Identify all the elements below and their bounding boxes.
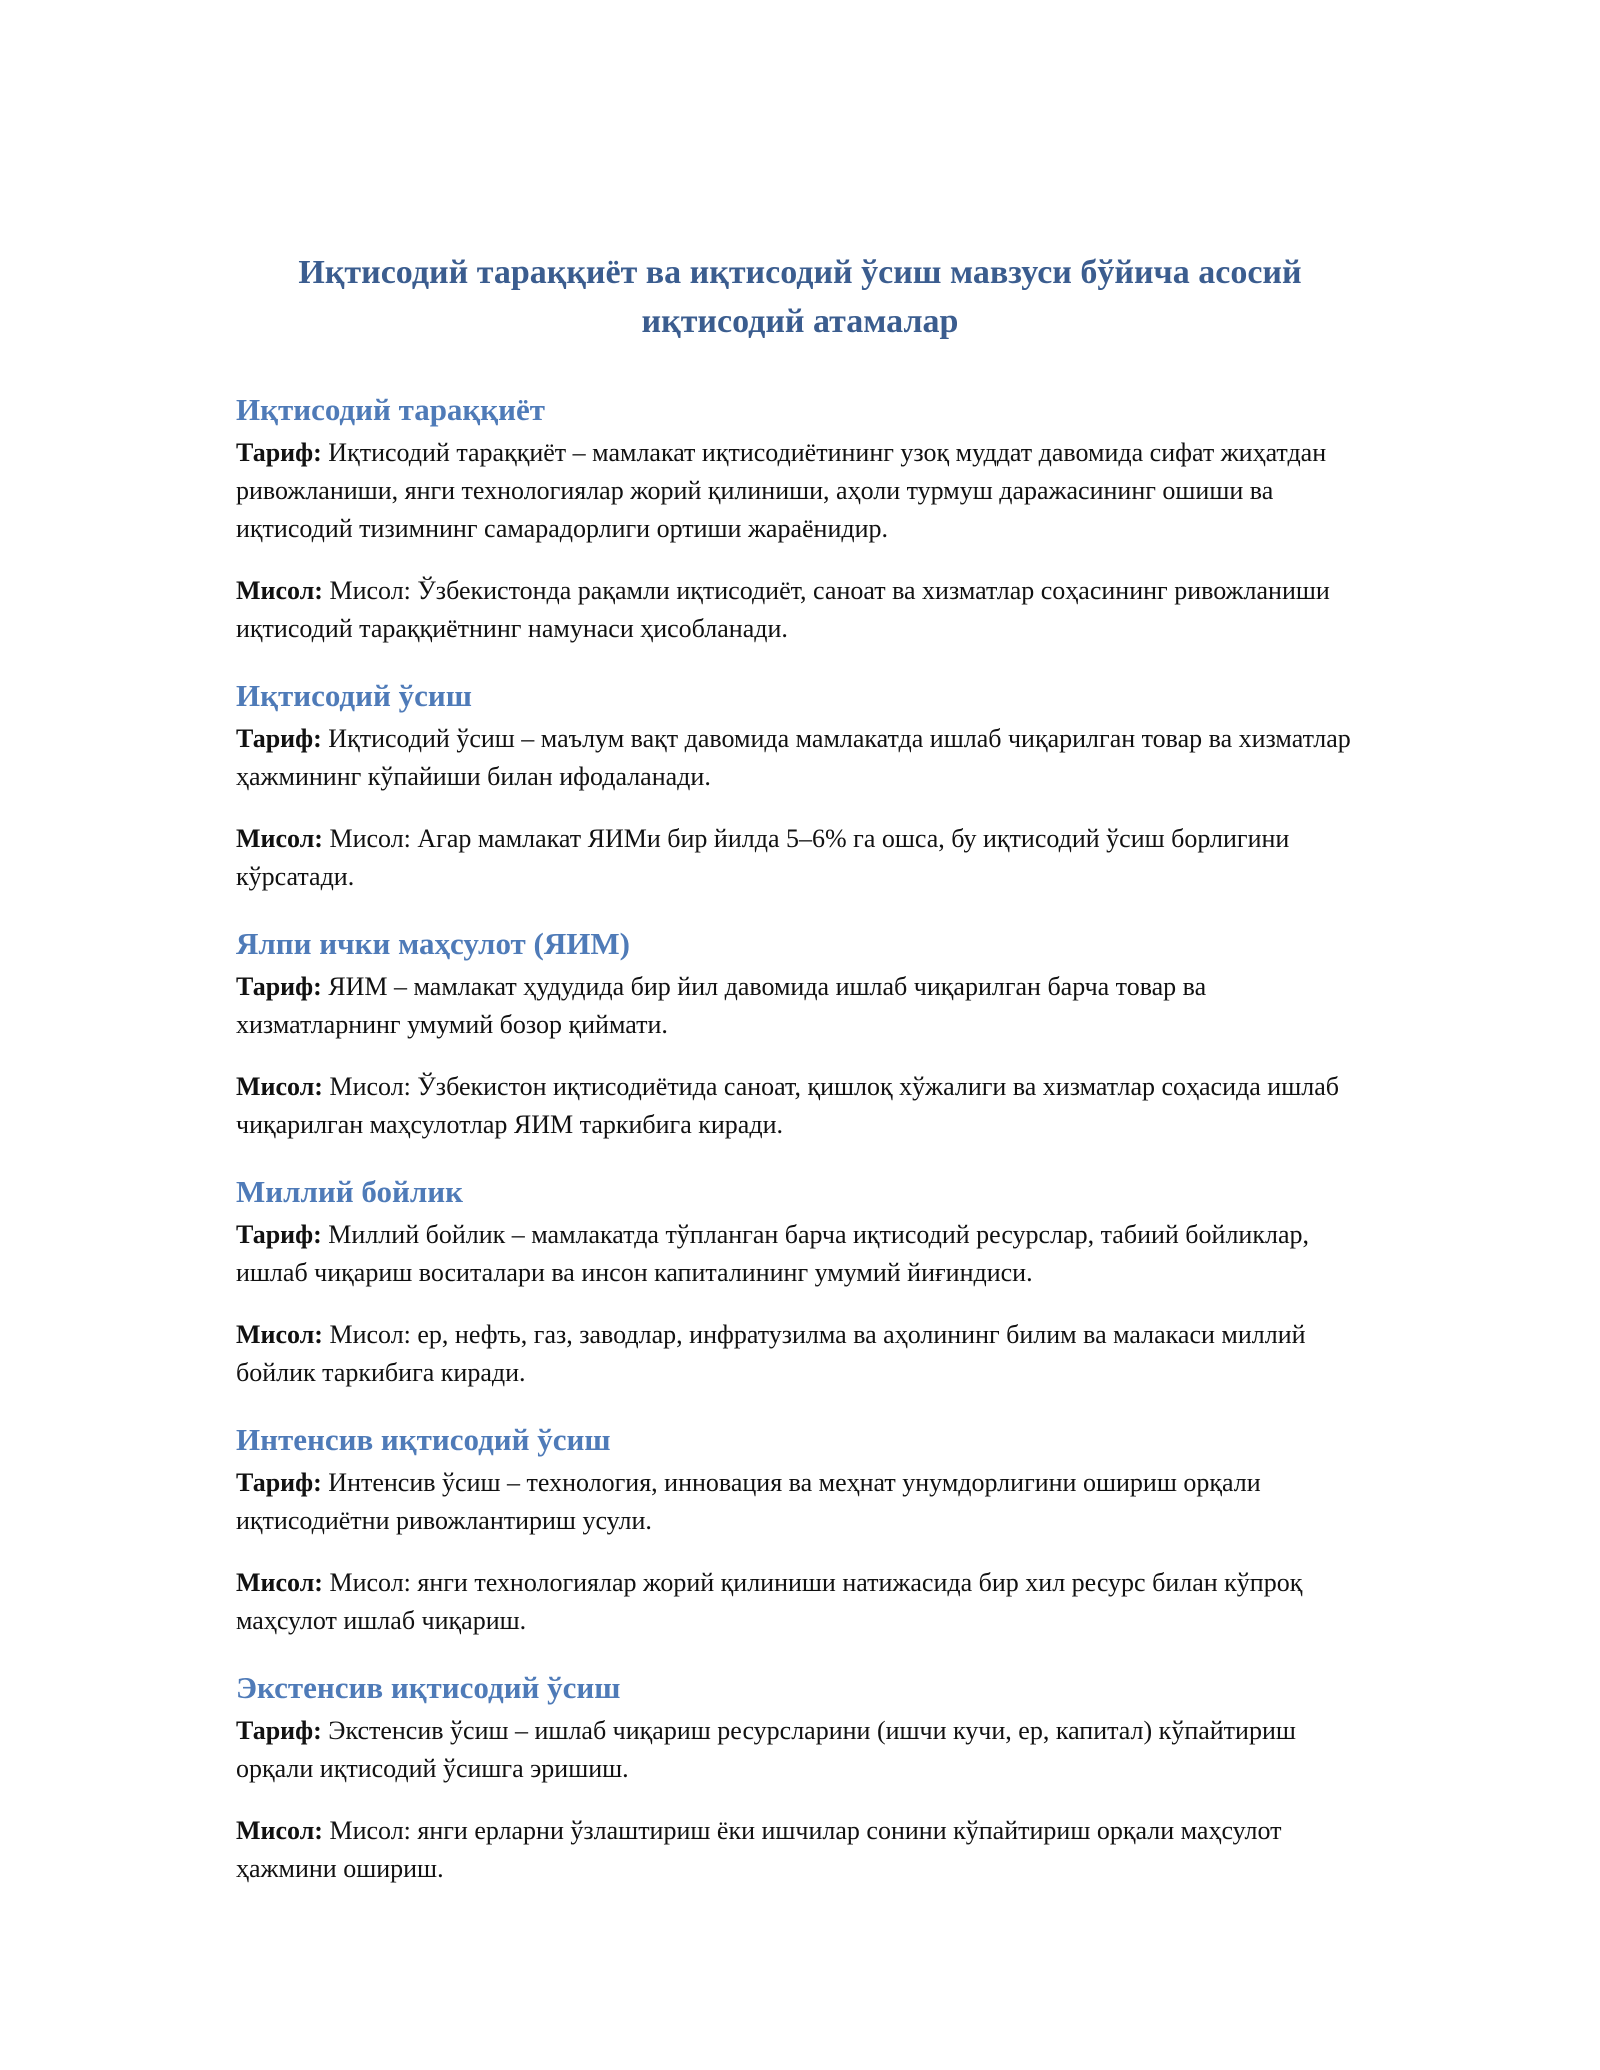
term-section [236,1172,1364,1392]
term-heading: Экстенсив иқтисодий ўсиш [236,1670,621,1705]
term-heading: Интенсив иқтисодий ўсиш [236,1422,611,1457]
example-label: Мисол: [236,1072,323,1101]
definition-label: Тариф: [236,972,322,1001]
definition-label: Тариф: [236,1468,322,1497]
term-example [236,820,1364,896]
definition-label: Тариф: [236,1716,322,1745]
definition-text: Интенсив ўсиш – технология, инновация ва меҳнат унумдорлигини ошириш орқали иқтисодиётни ривожлантириш усули. [236,1468,1261,1535]
term-definition [236,1712,1364,1788]
term-heading: Ялпи ички маҳсулот (ЯИМ) [236,926,630,961]
term-definition [236,720,1364,796]
term-heading: Миллий бойлик [236,1174,463,1209]
example-text: Мисол: янги технологиялар жорий қилиниши натижасида бир хил ресурс билан кўпроқ маҳсулот ишлаб чиқариш. [236,1568,1303,1635]
example-text: Мисол: ер, нефть, газ, заводлар, инфратузилма ва аҳолининг билим ва малакаси миллий бойлик таркибига киради. [236,1320,1306,1387]
example-label: Мисол: [236,576,323,605]
term-section [236,924,1364,1144]
example-label: Мисол: [236,1320,323,1349]
example-text: Мисол: Агар мамлакат ЯИМи бир йилда 5–6% га ошса, бу иқтисодий ўсиш борлигини кўрсатади. [236,824,1290,891]
term-definition [236,1464,1364,1540]
example-text: Мисол: янги ерларни ўзлаштириш ёки ишчилар сонини кўпайтириш орқали маҳсулот ҳажмини ошириш. [236,1816,1282,1883]
definition-text: Иқтисодий тараққиёт – мамлакат иқтисодиётининг узоқ муддат давомида сифат жиҳатдан ривожланиши, янги технологиялар жорий қилиниши, аҳоли турмуш даражасининг ошиши ва иқтисодий тизимнинг самарадорлиги ортиши жараёнидир. [236,438,1327,543]
definition-label: Тариф: [236,724,322,753]
term-definition [236,968,1364,1044]
definition-text: ЯИМ – мамлакат ҳудудида бир йил давомида ишлаб чиқарилган барча товар ва хизматларнинг умумий бозор қиймати. [236,972,1207,1039]
definition-text: Миллий бойлик – мамлакатда тўпланган барча иқтисодий ресурслар, табиий бойликлар, ишлаб чиқариш воситалари ва инсон капиталининг умумий йиғиндиси. [236,1220,1309,1287]
definition-text: Экстенсив ўсиш – ишлаб чиқариш ресурсларини (ишчи кучи, ер, капитал) кўпайтириш орқали иқтисодий ўсишга эришиш. [236,1716,1296,1783]
term-section [236,1420,1364,1640]
term-section [236,1668,1364,1888]
example-label: Мисол: [236,1568,323,1597]
term-example [236,572,1364,648]
example-text: Мисол: Ўзбекистонда рақамли иқтисодиёт, саноат ва хизматлар соҳасининг ривожланиши иқтисодий тараққиётнинг намунаси ҳисобланади. [236,576,1330,643]
term-example [236,1812,1364,1888]
document-page [236,248,1364,1916]
term-definition [236,434,1364,548]
term-section [236,390,1364,648]
term-example [236,1316,1364,1392]
term-heading: Иқтисодий ўсиш [236,678,472,713]
term-section [236,676,1364,896]
definition-label: Тариф: [236,438,322,467]
example-label: Мисол: [236,1816,323,1845]
term-example [236,1564,1364,1640]
term-definition [236,1216,1364,1292]
document-title: Иқтисодий тараққиёт ва иқтисодий ўсиш мавзуси бўйича асосий иқтисодий атамалар [298,254,1302,340]
definition-text: Иқтисодий ўсиш – маълум вақт давомида мамлакатда ишлаб чиқарилган товар ва хизматлар ҳажмининг кўпайиши билан ифодаланади. [236,724,1351,791]
term-example [236,1068,1364,1144]
term-heading: Иқтисодий тараққиёт [236,392,546,427]
definition-label: Тариф: [236,1220,322,1249]
example-text: Мисол: Ўзбекистон иқтисодиётида саноат, қишлоқ хўжалиги ва хизматлар соҳасида ишлаб чиқарилган маҳсулотлар ЯИМ таркибига киради. [236,1072,1339,1139]
example-label: Мисол: [236,824,323,853]
